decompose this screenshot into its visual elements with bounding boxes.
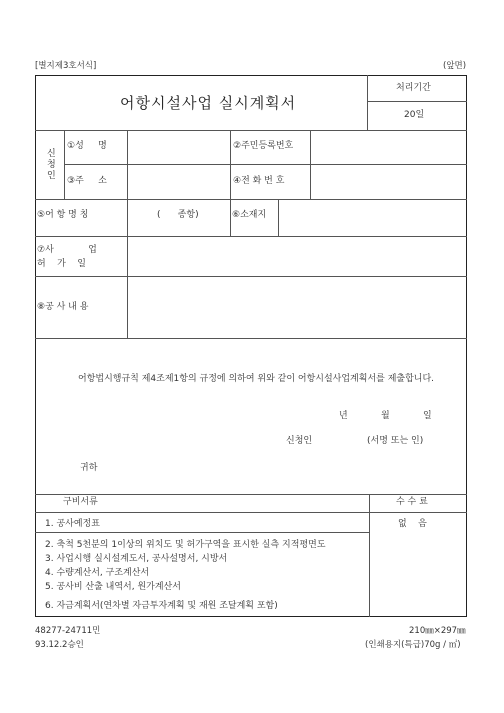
fee-value: 없 음 (398, 519, 427, 529)
divider (35, 338, 467, 339)
document-item: 5. 공사비 산출 내역서, 원가계산서 (45, 582, 181, 592)
phone-label: ④전 화 번 호 (233, 176, 285, 186)
processing-period-label: 처리기간 (396, 83, 431, 93)
form-number: [별지제3호서식] (35, 61, 97, 71)
location-field[interactable] (279, 200, 466, 235)
document-item: 3. 사업시행 실시설계도서, 공사설명서, 시방서 (45, 554, 228, 564)
divider (35, 494, 467, 495)
work-content-field[interactable] (128, 277, 466, 337)
signature-label: (서명 또는 인) (367, 436, 424, 446)
name-label: ①성 명 (67, 141, 107, 151)
fee-header: 수 수 료 (396, 497, 428, 507)
resident-number-label: ②주민등록번호 (233, 141, 294, 151)
date-year: 년 (339, 411, 348, 421)
permit-label-line1: ⑦사 업 (37, 245, 97, 255)
divider (35, 532, 369, 533)
divider (230, 199, 231, 236)
port-class-label: ( 종항) (157, 210, 199, 220)
applicant-label-1: 신 (47, 149, 56, 159)
location-label: ⑥소재지 (232, 210, 267, 220)
document-item: 2. 축척 5천분의 1이상의 위치도 및 허가구역을 표시한 실측 지적평면도 (45, 540, 326, 550)
phone-field[interactable] (311, 165, 466, 198)
paper-size: 210㎜×297㎜ (409, 626, 466, 636)
address-label: ③주 소 (67, 176, 107, 186)
applicant-label-2: 청 (47, 160, 56, 170)
processing-period-value: 20일 (404, 110, 425, 120)
page-side: (앞면) (443, 61, 467, 71)
document-item: 1. 공사예정표 (45, 519, 100, 529)
port-name-label: ⑤어 항 명 칭 (37, 210, 89, 220)
approval-date: 93.12.2승인 (35, 640, 84, 650)
permit-date-field[interactable] (128, 237, 466, 275)
applicant-label-3: 인 (47, 171, 56, 181)
work-content-label: ⑧공 사 내 용 (37, 302, 89, 312)
page-title: 어항시설사업 실시계획서 (120, 94, 297, 112)
document-item: 4. 수량계산서, 구조계산서 (45, 568, 150, 578)
paper-spec: (인쇄용지(특급)70g / ㎡) (365, 640, 461, 650)
document-item: 6. 자금계획서(연차별 자금투자계획 및 재원 조달계획 포함) (45, 601, 278, 611)
date-day: 일 (423, 411, 432, 421)
declaration-text: 어항법시행규칙 제4조제1항의 규정에 의하여 위와 같이 어항시설사업계획서를 제출합니다. (78, 374, 435, 384)
applicant-sign-label: 신청인 (286, 436, 313, 446)
divider (367, 101, 467, 102)
divider (367, 75, 368, 130)
form-code: 48277-24711민 (35, 626, 101, 636)
documents-header: 구비서류 (63, 497, 98, 507)
divider (35, 512, 467, 513)
address-field[interactable] (128, 165, 229, 198)
permit-label-line2: 허 가 일 (37, 259, 86, 269)
divider (127, 199, 128, 236)
date-month: 월 (381, 411, 390, 421)
name-field[interactable] (128, 131, 229, 163)
resident-number-field[interactable] (311, 131, 466, 163)
addressee-label: 귀하 (80, 463, 98, 473)
